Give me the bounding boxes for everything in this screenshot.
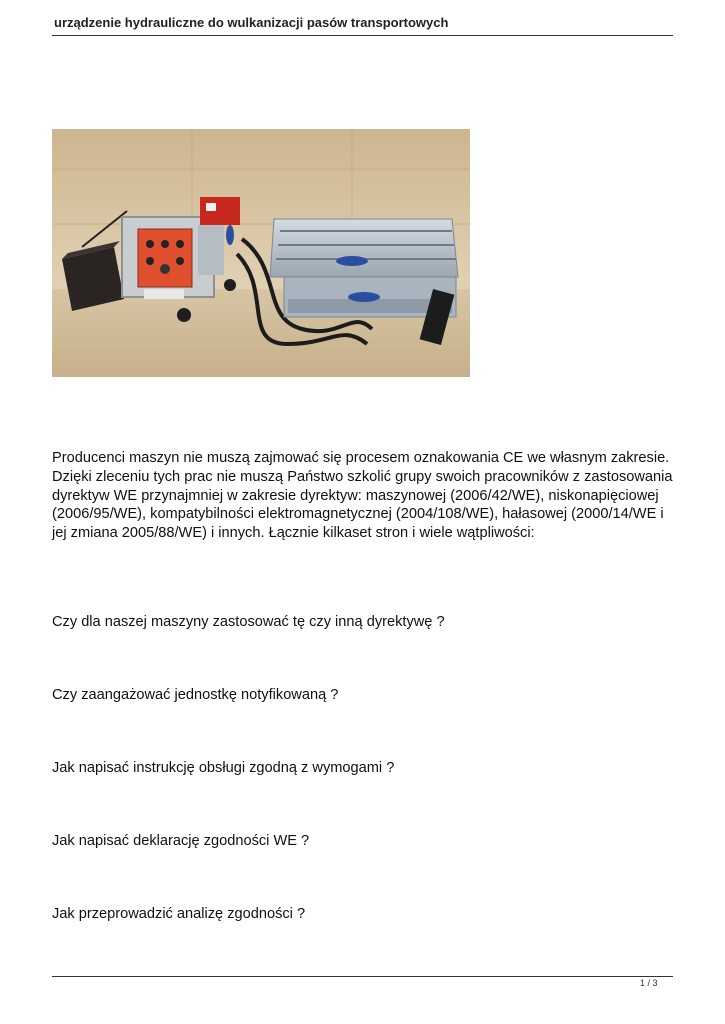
intro-paragraph: Producenci maszyn nie muszą zajmować się procesem oznakowania CE we własnym zakresie. Dzięki zleceniu tych prac nie muszą Państwo szkolić grupy swoich pracowników z zastosowania dyrektyw WE przynajmniej w zakresie dyrektyw: maszynowej (2006/42/WE), niskonapięciowej (2006/95/WE), kompatybilności elektromagnetycznej (2004/108/WE), hałasowej (2000/14/WE i jej zmiana 2005/88/WE) i innych. Łącznie kilkaset stron i wiele wątpliwości: bbox=[52, 450, 673, 542]
header-divider bbox=[52, 35, 673, 36]
footer-divider bbox=[52, 976, 673, 977]
question-item: Jak przeprowadzić analizę zgodności ? bbox=[52, 906, 306, 922]
product-photo bbox=[52, 129, 470, 377]
question-item: Czy dla naszej maszyny zastosować tę czy inną dyrektywę ? bbox=[52, 614, 445, 630]
document-title: urządzenie hydrauliczne do wulkanizacji pasów transportowych bbox=[54, 15, 449, 30]
question-item: Jak napisać deklarację zgodności WE ? bbox=[52, 833, 310, 849]
question-item: Jak napisać instrukcję obsługi zgodną z wymogami ? bbox=[52, 760, 395, 776]
question-item: Czy zaangażować jednostkę notyfikowaną ? bbox=[52, 687, 339, 703]
page-number: 1 / 3 bbox=[640, 978, 658, 988]
